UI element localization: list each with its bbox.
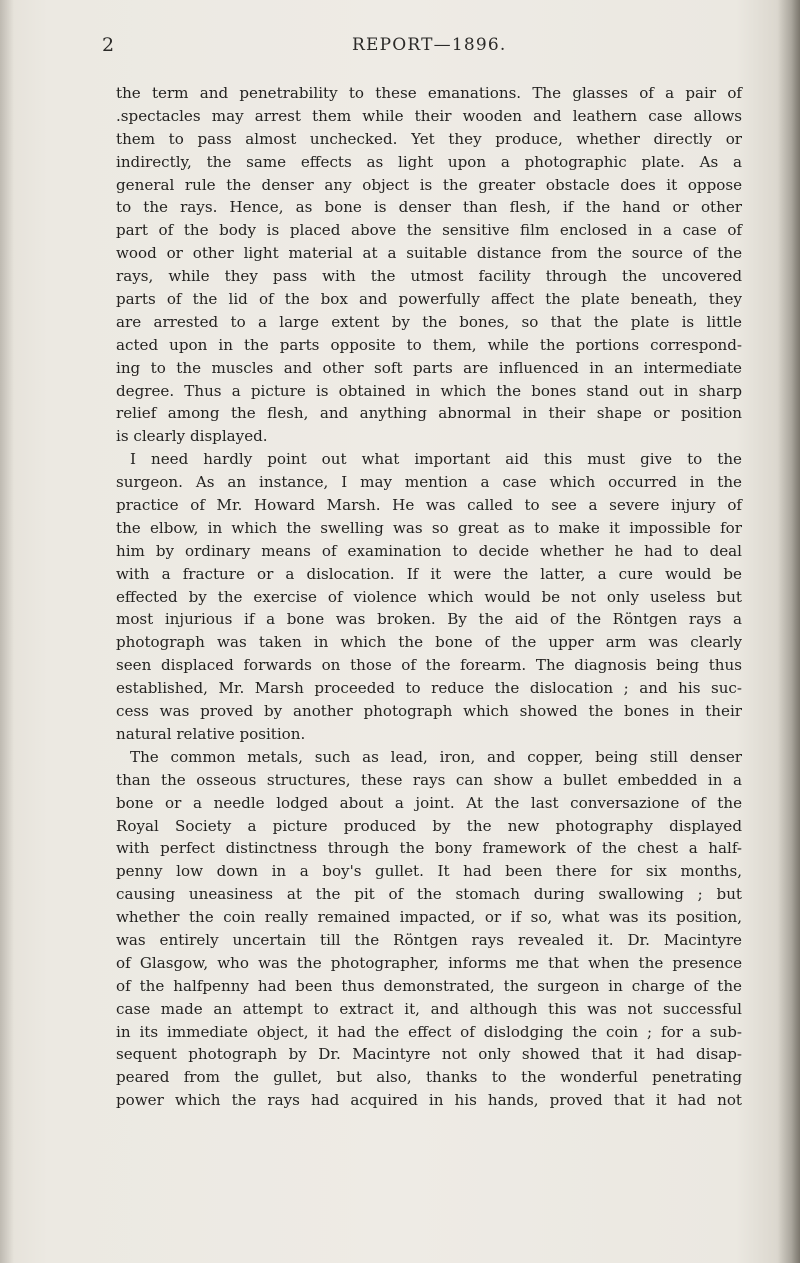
text-line: of the halfpenny had been thus demonstrated, the surgeon in charge of the bbox=[116, 976, 742, 995]
text-line: parts of the lid of the box and powerfully affect the plate beneath, they bbox=[116, 290, 742, 309]
text-line: causing uneasiness at the pit of the stomach during swallowing ; but bbox=[116, 885, 742, 904]
text-line: was entirely uncertain till the Röntgen rays revealed it. Dr. Macintyre bbox=[116, 930, 742, 949]
page-left-shadow bbox=[0, 0, 14, 1263]
text-line: seen displaced forwards on those of the forearm. The diagnosis being thus bbox=[116, 656, 742, 675]
text-line: relief among the flesh, and anything abnormal in their shape or position bbox=[116, 404, 742, 423]
text-line: them to pass almost unchecked. Yet they produce, whether directly or bbox=[116, 129, 742, 148]
text-line: is clearly displayed. bbox=[116, 427, 268, 446]
text-line: ing to the muscles and other soft parts are influenced in an intermediate bbox=[116, 358, 742, 377]
text-line: part of the body is placed above the sensitive film enclosed in a case of bbox=[116, 221, 742, 240]
text-line: him by ordinary means of examination to decide whether he had to deal bbox=[116, 541, 742, 560]
text-line: with a fracture or a dislocation. If it were the latter, a cure would be bbox=[116, 564, 742, 583]
text-line: than the osseous structures, these rays can show a bullet embedded in a bbox=[116, 770, 742, 789]
paragraph bbox=[116, 448, 742, 746]
text-line: whether the coin really remained impacted, or if so, what was its position, bbox=[116, 908, 742, 927]
body-text bbox=[116, 82, 742, 1112]
paragraph bbox=[116, 746, 742, 1112]
text-line: degree. Thus a picture is obtained in which the bones stand out in sharp bbox=[116, 381, 742, 400]
text-line: acted upon in the parts opposite to them, while the portions correspond- bbox=[116, 335, 742, 354]
text-line: the term and penetrability to these emanations. The glasses of a pair of bbox=[116, 84, 742, 102]
text-line: Royal Society a picture produced by the new photography displayed bbox=[116, 816, 742, 835]
text-line: rays, while they pass with the utmost facility through the uncovered bbox=[116, 267, 742, 286]
text-line: established, Mr. Marsh proceeded to reduce the dislocation ; and his suc- bbox=[116, 679, 742, 698]
text-line: cess was proved by another photograph which showed the bones in their bbox=[116, 702, 742, 721]
paragraph bbox=[116, 82, 742, 448]
text-line: are arrested to a large extent by the bones, so that the plate is little bbox=[116, 312, 742, 331]
text-line: peared from the gullet, but also, thanks to the wonderful penetrating bbox=[116, 1068, 742, 1087]
page-number: 2 bbox=[102, 34, 115, 56]
text-line: I need hardly point out what important aid this must give to the bbox=[130, 450, 742, 469]
text-line: in its immediate object, it had the effect of dislodging the coin ; for a sub- bbox=[116, 1022, 742, 1041]
text-line: surgeon. As an instance, I may mention a case which occurred in the bbox=[116, 473, 742, 492]
text-line: natural relative position. bbox=[116, 724, 306, 743]
text-line: photograph was taken in which the bone of the upper arm was clearly bbox=[116, 633, 742, 652]
text-line: effected by the exercise of violence which would be not only useless but bbox=[116, 587, 742, 606]
page-header bbox=[102, 34, 742, 64]
text-line: with perfect distinctness through the bony framework of the chest a half- bbox=[116, 839, 742, 858]
text-line: wood or other light material at a suitable distance from the source of the bbox=[116, 244, 742, 263]
text-line: case made an attempt to extract it, and although this was not successful bbox=[116, 999, 742, 1018]
running-title: REPORT—1896. bbox=[352, 35, 507, 55]
text-line: indirectly, the same effects as light upon a photographic plate. As a bbox=[116, 152, 742, 171]
text-line: The common metals, such as lead, iron, and copper, being still denser bbox=[130, 747, 742, 766]
text-line: power which the rays had acquired in his hands, proved that it had not bbox=[116, 1091, 742, 1110]
text-line: to the rays. Hence, as bone is denser than flesh, if the hand or other bbox=[116, 198, 742, 217]
text-line: practice of Mr. Howard Marsh. He was called to see a severe injury of bbox=[116, 496, 742, 515]
text-line: general rule the denser any object is the greater obstacle does it oppose bbox=[116, 175, 742, 194]
text-line: of Glasgow, who was the photographer, informs me that when the presence bbox=[116, 953, 742, 972]
text-line: the elbow, in which the swelling was so great as to make it impossible for bbox=[116, 518, 742, 537]
text-line: .spectacles may arrest them while their wooden and leathern case allows bbox=[116, 106, 742, 125]
text-line: bone or a needle lodged about a joint. At the last conversazione of the bbox=[116, 793, 742, 812]
text-line: penny low down in a boy's gullet. It had been there for six months, bbox=[116, 862, 742, 881]
text-line: most injurious if a bone was broken. By the aid of the Röntgen rays a bbox=[116, 610, 742, 629]
text-line: sequent photograph by Dr. Macintyre not only showed that it had disap- bbox=[116, 1045, 742, 1064]
page-right-shadow bbox=[778, 0, 800, 1263]
